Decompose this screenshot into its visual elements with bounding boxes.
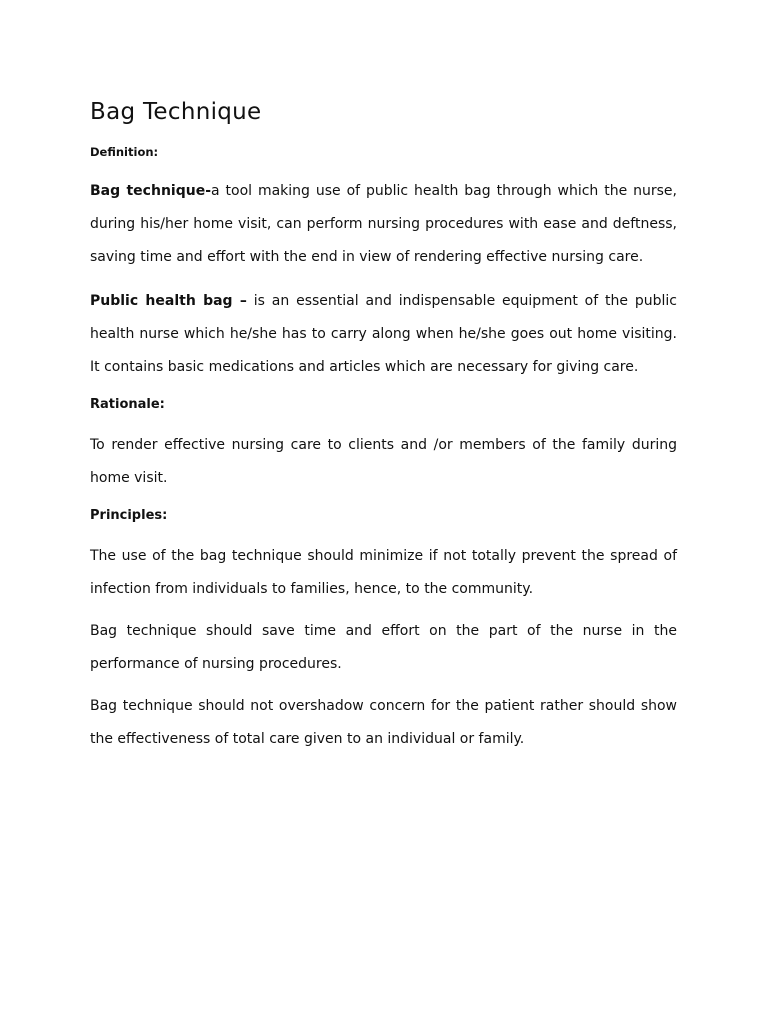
public-health-bag-text: is an essential and indispensable equipment of the public health nurse which he/she has to carry along when he/she goes out home visiting. It contains basic medications and articles which are necessary for giving care. [90,293,677,375]
public-health-bag-term: Public health bag – [90,293,247,309]
principle-item: Bag technique should not overshadow concern for the patient rather should show the effectiveness of total care given to an individual or family. [90,698,677,747]
rationale-paragraph: To render effective nursing care to clients and /or members of the family during home visit. [90,437,677,486]
definition-text: a tool making use of public health bag through which the nurse, during his/her home visit, can perform nursing procedures with ease and deftness, saving time and effort with the end in view of rendering effective nursing care. [90,183,677,265]
principles-heading: Principles: [90,508,168,523]
page-title: Bag Technique [90,99,262,125]
principle-item: Bag technique should save time and effort on the part of the nurse in the performance of nursing procedures. [90,623,677,672]
public-health-bag-paragraph [90,285,677,384]
definition-term: Bag technique- [90,183,212,199]
definition-heading: Definition: [90,145,159,159]
document-content [90,95,677,767]
principle-item: The use of the bag technique should minimize if not totally prevent the spread of infection from individuals to families, hence, to the community. [90,548,677,597]
rationale-heading: Rationale: [90,397,165,412]
definition-paragraph [90,175,677,274]
